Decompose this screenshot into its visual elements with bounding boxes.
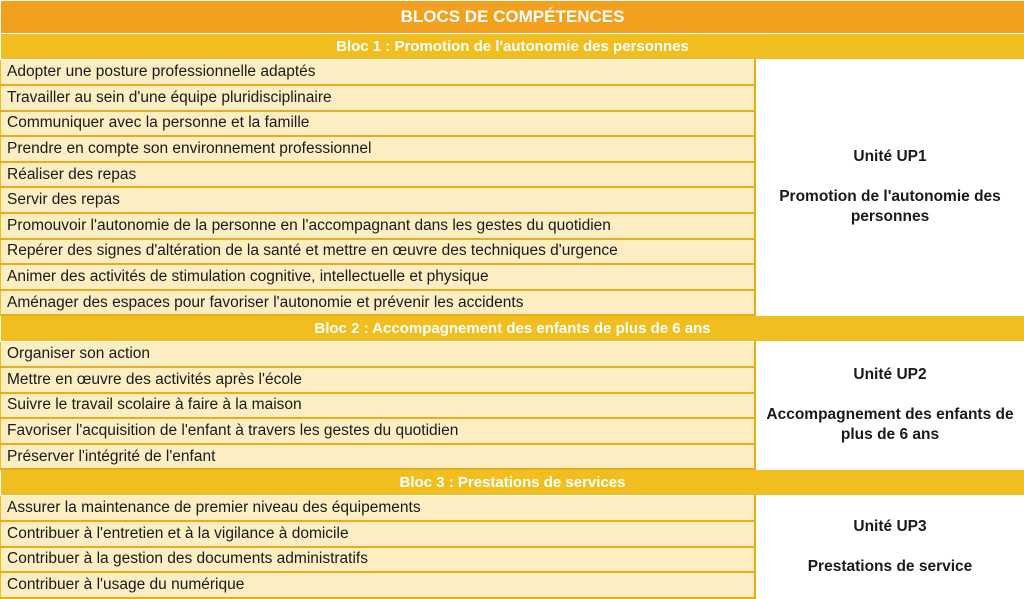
- skill-cell: Repérer des signes d'altération de la santé et mettre en œuvre des techniques d'urgence: [1, 239, 755, 265]
- skill-cell: Contribuer à la gestion des documents administratifs: [1, 547, 755, 573]
- skill-cell: Mettre en œuvre des activités après l'école: [1, 367, 755, 393]
- table-row: [1, 60, 1024, 86]
- bloc-header-row: [1, 315, 1024, 341]
- skill-cell: Contribuer à l'usage du numérique: [1, 572, 755, 598]
- unit-cell: [755, 495, 1024, 597]
- unit-name: Promotion de l'autonomie des personnes: [762, 187, 1019, 227]
- table-title-row: [1, 1, 1024, 34]
- skill-cell: Animer des activités de stimulation cognitive, intellectuelle et physique: [1, 264, 755, 290]
- skill-cell: Travailler au sein d'une équipe pluridisciplinaire: [1, 85, 755, 111]
- table-title: BLOCS DE COMPÉTENCES: [1, 1, 1024, 34]
- bloc-header-row: [1, 469, 1024, 495]
- skill-cell: Réaliser des repas: [1, 162, 755, 188]
- table-row: [1, 341, 1024, 367]
- skill-cell: Favoriser l'acquisition de l'enfant à travers les gestes du quotidien: [1, 418, 755, 444]
- skill-cell: Communiquer avec la personne et la famille: [1, 111, 755, 137]
- unit-cell: [755, 341, 1024, 469]
- table-row: [1, 495, 1024, 521]
- unit-name: Accompagnement des enfants de plus de 6 ans: [762, 405, 1019, 445]
- skill-cell: Organiser son action: [1, 341, 755, 367]
- unit-name: Prestations de service: [762, 557, 1019, 577]
- bloc-header: Bloc 3 : Prestations de services: [1, 469, 1024, 495]
- bloc-header: Bloc 2 : Accompagnement des enfants de plus de 6 ans: [1, 315, 1024, 341]
- skill-cell: Servir des repas: [1, 187, 755, 213]
- unit-code: Unité UP3: [762, 517, 1019, 537]
- skill-cell: Contribuer à l'entretien et à la vigilance à domicile: [1, 521, 755, 547]
- bloc-header: Bloc 1 : Promotion de l'autonomie des personnes: [1, 34, 1024, 60]
- skill-cell: Adopter une posture professionnelle adaptés: [1, 60, 755, 86]
- skill-cell: Assurer la maintenance de premier niveau des équipements: [1, 495, 755, 521]
- unit-code: Unité UP1: [762, 147, 1019, 167]
- skill-cell: Aménager des espaces pour favoriser l'autonomie et prévenir les accidents: [1, 290, 755, 316]
- skill-cell: Promouvoir l'autonomie de la personne en l'accompagnant dans les gestes du quotidien: [1, 213, 755, 239]
- unit-cell: [755, 60, 1024, 316]
- skill-cell: Suivre le travail scolaire à faire à la maison: [1, 393, 755, 419]
- skill-cell: Préserver l'intégrité de l'enfant: [1, 444, 755, 470]
- unit-code: Unité UP2: [762, 365, 1019, 385]
- bloc-header-row: [1, 34, 1024, 60]
- skill-cell: Prendre en compte son environnement professionnel: [1, 136, 755, 162]
